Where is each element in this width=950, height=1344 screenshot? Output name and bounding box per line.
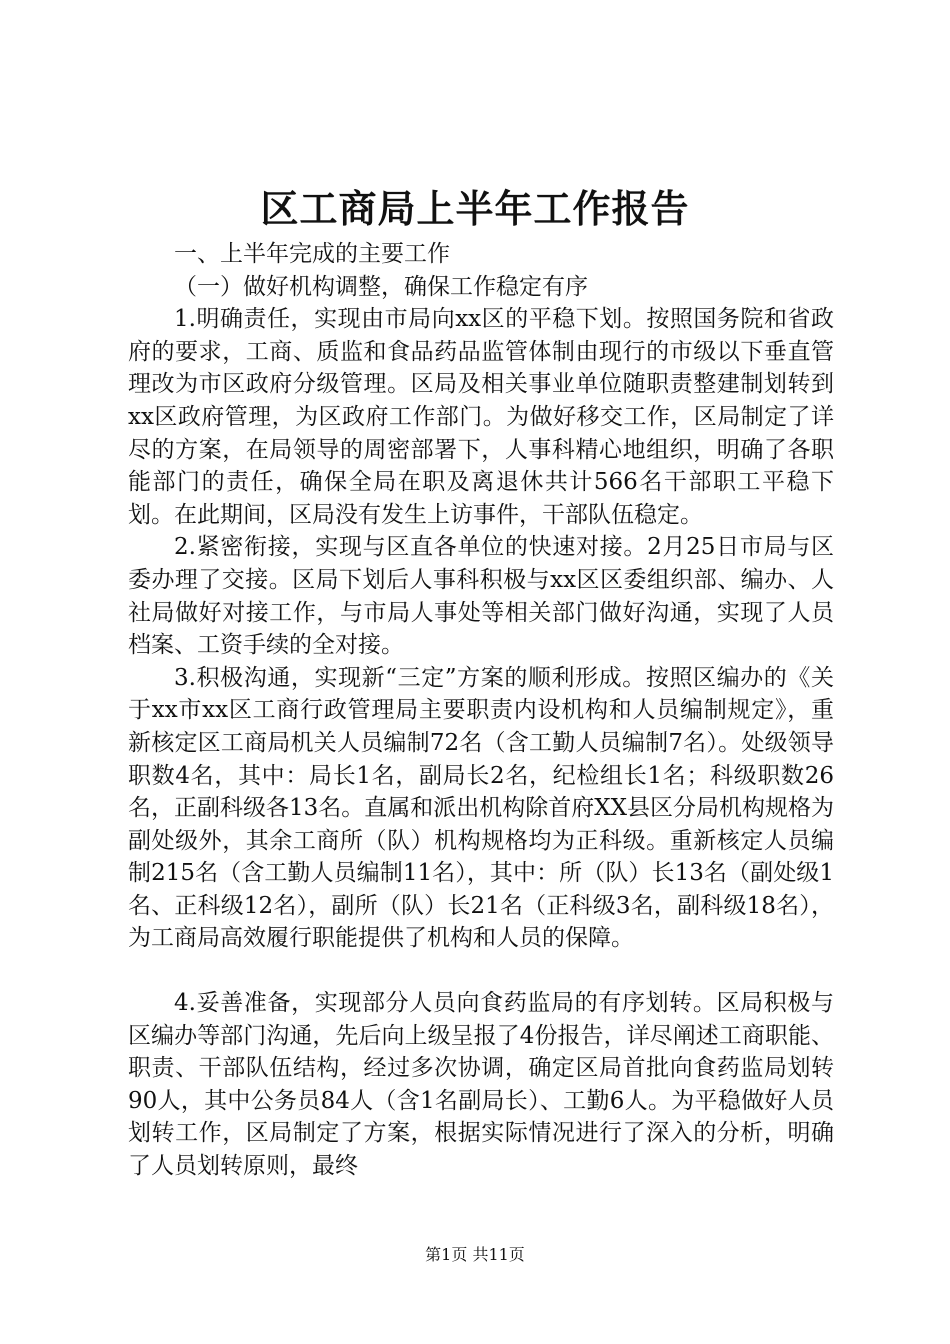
document-body — [128, 238, 834, 1183]
paragraph-2: 2.紧密衔接，实现与区直各单位的快速对接。2月25日市局与区委办理了交接。区局下划后人事科积极与xx区区委组织部、编办、人社局做好对接工作，与市局人事处等相关部门做好沟通，实现了人员档案、工资手续的全对接。 — [128, 534, 834, 659]
paragraph-1: 1.明确责任，实现由市局向xx区的平稳下划。按照国务院和省政府的要求，工商、质监和食品药品监管体制由现行的市级以下垂直管理改为市区政府分级管理。区局及相关事业单位随职责整建制划转到xx区政府管理，为区政府工作部门。为做好移交工作，区局制定了详尽的方案，在局领导的周密部署下，人事科精心地组织，明确了各职能部门的责任，确保全局在职及离退休共计566名干部职工平稳下划。在此期间，区局没有发生上访事件，干部队伍稳定。 — [128, 306, 834, 528]
section-heading: 一、上半年完成的主要工作 — [174, 241, 450, 267]
paragraph-4: 4.妥善准备，实现部分人员向食药监局的有序划转。区局积极与区编办等部门沟通，先后向上级呈报了4份报告，详尽阐述工商职能、职责、干部队伍结构，经过多次协调，确定区局首批向食药监局划转90人，其中公务员84人（含1名副局长）、工勤6人。为平稳做好人员划转工作，区局制定了方案，根据实际情况进行了深入的分析，明确了人员划转原则，最终 — [128, 990, 834, 1180]
document-title: 区工商局上半年工作报告 — [260, 186, 690, 231]
paragraph-3: 3.积极沟通，实现新“三定”方案的顺利形成。按照区编办的《关于xx市xx区工商行政管理局主要职责内设机构和人员编制规定》，重新核定区工商局机关人员编制72名（含工勤人员编制7名）。处级领导职数4名，其中：局长1名，副局长2名，纪检组长1名；科级职数26名，正副科级各13名。直属和派出机构除首府XX县区分局机构规格为副处级外，其余工商所（队）机构规格均为正科级。重新核定人员编制215名（含工勤人员编制11名），其中：所（队）长13名（副处级1名、正科级12名），副所（队）长21名（正科级3名，副科级18名），为工商局高效履行职能提供了机构和人员的保障。 — [128, 664, 835, 952]
subsection-heading: （一）做好机构调整，确保工作稳定有序 — [174, 273, 588, 300]
page-footer: 第1页 共11页 — [425, 1245, 525, 1264]
